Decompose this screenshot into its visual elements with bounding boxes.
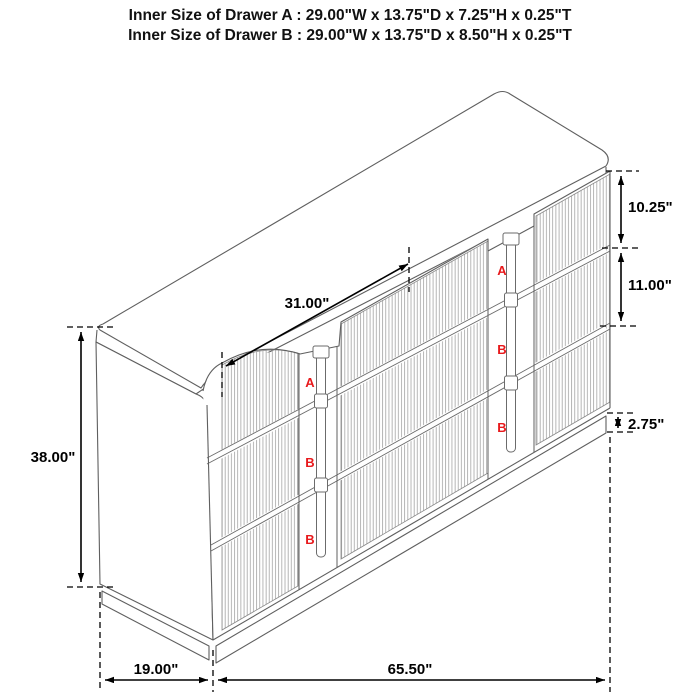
drawer-label-b2-left: B xyxy=(305,532,315,547)
drawer-label-b1-right: B xyxy=(497,342,507,357)
drawer-label-a-left: A xyxy=(305,375,315,390)
drawer-b-size-line: Inner Size of Drawer B : 29.00"W x 13.75"D x 8.50"H x 0.25"T xyxy=(128,27,572,44)
fluted-panel-right xyxy=(536,174,610,445)
drawer-label-b1-left: B xyxy=(305,455,315,470)
dimension-top-width-label: 31.00" xyxy=(284,295,330,312)
drawer-label-a-right: A xyxy=(497,263,507,278)
drawer-label-b2-right: B xyxy=(497,420,507,435)
dimension-drawer-a-height xyxy=(602,171,673,248)
cabinet-drawing xyxy=(96,92,610,664)
dimension-total-width xyxy=(218,661,605,680)
dimension-side-depth xyxy=(105,661,208,680)
dimension-total-width-label: 65.50" xyxy=(387,661,433,678)
dimension-total-height-label: 38.00" xyxy=(30,449,76,466)
dimension-drawer-b-height-label: 11.00" xyxy=(628,277,672,294)
dimension-base-height-label: 2.75" xyxy=(628,416,665,433)
dimension-drawer-b-height xyxy=(600,253,672,326)
fluted-panel-left xyxy=(222,350,298,630)
dimension-drawer-a-height-label: 10.25" xyxy=(628,199,673,216)
dimension-side-depth-label: 19.00" xyxy=(133,661,179,678)
cabinet-left-side-panel xyxy=(96,342,213,640)
drawer-a-size-line: Inner Size of Drawer A : 29.00"W x 13.75"D x 7.25"H x 0.25"T xyxy=(128,7,572,24)
dimension-base-height xyxy=(607,413,664,433)
